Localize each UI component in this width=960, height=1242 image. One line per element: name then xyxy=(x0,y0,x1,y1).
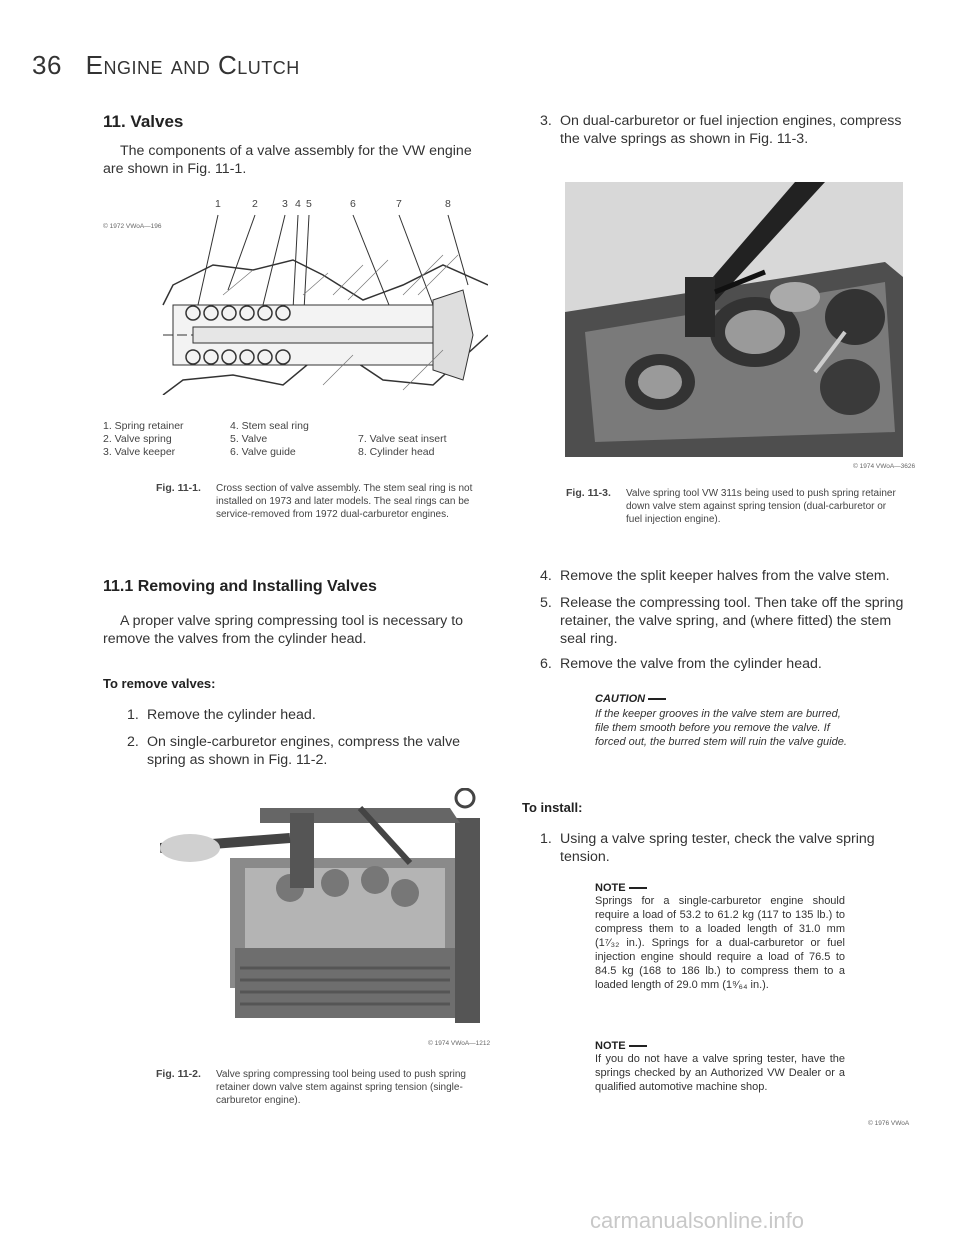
legend-item: 1. Spring retainer xyxy=(103,420,184,432)
section-title: 11. Valves xyxy=(103,112,184,131)
figure-legend-col1 xyxy=(103,420,233,459)
figure-legend-col3 xyxy=(358,433,488,459)
remove-heading: To remove valves: xyxy=(103,676,216,691)
note-text: If you do not have a valve spring tester, have the springs checked by an Authorized VW Dealer or a qualified automotive machine shop. xyxy=(595,1053,845,1093)
figure-credit: © 1974 VWoA—1212 xyxy=(428,1040,491,1047)
caption-text: Valve spring compressing tool being used to push spring retainer down valve stem against spring tension (single-carburetor engine). xyxy=(216,1069,466,1106)
legend-item: 3. Valve keeper xyxy=(103,446,176,458)
dual-carb-valve-spring-tool-photo xyxy=(565,182,903,457)
caption-text: Cross section of valve assembly. The stem seal ring is not installed on 1973 and later models. The seal rings can be service-removed from 1972 dual-carburetor engines. xyxy=(216,483,473,520)
note-text: Springs for a single-carburetor engine should require a load of 53.2 to 61.2 kg (117 to 135 lb.) to compress them to a loaded length of 31.0 mm (1⁷⁄₃₂ in.). Springs for a dual-carburetor or fuel injection engine should require a load of 76.5 to 84.5 kg (168 to 186 lb.) to compress them to a loaded length of 29.0 mm (1⁹⁄₆₄ in.). xyxy=(595,895,845,991)
note-heading: NOTE xyxy=(595,1040,626,1052)
footer-credit: © 1976 VWoA xyxy=(868,1120,910,1127)
note-heading: NOTE xyxy=(595,882,626,894)
caution-heading: CAUTION xyxy=(595,693,646,705)
rule xyxy=(648,698,666,700)
subsection-intro: A proper valve spring compressing tool is necessary to remove the valves from the cylinder head. xyxy=(103,613,464,647)
rule xyxy=(629,1045,647,1047)
legend-item: 2. Valve spring xyxy=(103,433,172,445)
caution-box xyxy=(595,693,855,749)
callout-1: 1 xyxy=(215,198,221,210)
figure-11-2-caption xyxy=(156,1068,490,1107)
remove-step-5: 5. Release the compressing tool. Then take off the spring retainer, the valve spring, and (where fitted) the stem seal ring. xyxy=(540,595,904,647)
rule xyxy=(629,887,647,889)
watermark: carmanualsonline.info xyxy=(590,1208,805,1233)
callout-4: 4 xyxy=(295,198,301,210)
figure-11-1-caption xyxy=(156,482,490,521)
figure-label: Fig. 11-1. xyxy=(156,482,201,494)
legend-item: 4. Stem seal ring xyxy=(230,420,309,432)
callout-7: 7 xyxy=(396,198,402,210)
caption-text: Valve spring tool VW 311s being used to push spring retainer down valve stem against spring tension (dual-carburetor or fuel injection engine). xyxy=(626,488,896,525)
remove-step-3: 3. On dual-carburetor or fuel injection engines, compress the valve springs as shown in Fig. 11-3. xyxy=(540,113,902,147)
page-number: 36 xyxy=(32,50,62,80)
callout-2: 2 xyxy=(252,198,258,210)
callout-8: 8 xyxy=(445,198,451,210)
valve-assembly-drawing xyxy=(103,195,488,395)
note-box-1 xyxy=(595,882,845,992)
legend-item: 8. Cylinder head xyxy=(358,446,435,458)
figure-credit: © 1974 VWoA—3626 xyxy=(853,463,916,470)
figure-label: Fig. 11-2. xyxy=(156,1068,201,1080)
install-heading: To install: xyxy=(522,800,583,815)
valve-cross-section-figure xyxy=(103,195,488,395)
valve-spring-compressor-photo xyxy=(160,788,490,1033)
figure-label: Fig. 11-3. xyxy=(566,487,611,499)
figure-11-3-caption xyxy=(566,487,900,526)
remove-step-6: 6. Remove the valve from the cylinder head. xyxy=(540,656,822,672)
remove-step-4: 4. Remove the split keeper halves from the valve stem. xyxy=(540,568,890,584)
legend-item: 6. Valve guide xyxy=(230,446,296,458)
caution-text: If the keeper grooves in the valve stem are burred, file them smooth before you remove the valve. If forced out, the burred stem will ruin the valve guide. xyxy=(595,708,847,748)
section-intro: The components of a valve assembly for the VW engine are shown in Fig. 11-1. xyxy=(103,143,472,177)
page-header xyxy=(32,50,300,81)
install-step-1: 1. Using a valve spring tester, check the valve spring tension. xyxy=(540,831,875,865)
note-box-2 xyxy=(595,1040,845,1094)
legend-item: 5. Valve xyxy=(230,433,268,445)
callout-6: 6 xyxy=(350,198,356,210)
chapter-title: Engine and Clutch xyxy=(85,50,300,80)
legend-item: 7. Valve seat insert xyxy=(358,433,447,445)
subsection-title: 11.1 Removing and Installing Valves xyxy=(103,578,377,595)
callout-3: 3 xyxy=(282,198,288,210)
callout-5: 5 xyxy=(306,198,312,210)
figure-credit: © 1972 VWoA—196 xyxy=(103,223,162,230)
figure-legend-col2 xyxy=(230,420,360,459)
remove-step-1: 1. Remove the cylinder head. xyxy=(127,707,316,723)
remove-step-2: 2. On single-carburetor engines, compress the valve spring as shown in Fig. 11-2. xyxy=(127,734,461,768)
